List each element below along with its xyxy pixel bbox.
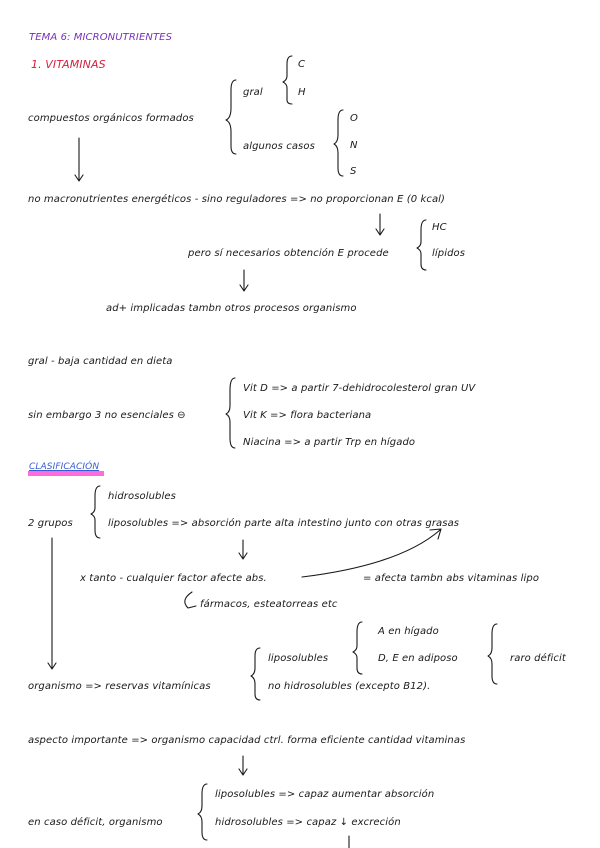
text-no-hidrosolubles: no hidrosolubles (excepto B12).: [268, 681, 431, 692]
text-liposolubles-abs: liposolubles => absorción parte alta intestino junto con otras grasas: [108, 518, 460, 529]
text-gral-baja: gral - baja cantidad en dieta: [28, 356, 173, 367]
brace-8: [488, 624, 497, 684]
text-hidrosolubles: hidrosolubles: [108, 491, 176, 502]
text-o: O: [350, 113, 358, 124]
text-raro-deficit: raro déficit: [510, 653, 566, 664]
text-hc: HC: [432, 222, 447, 233]
text-h: H: [298, 87, 306, 98]
brace-2: [283, 56, 292, 104]
text-en-caso: en caso déficit, organismo: [28, 817, 163, 828]
text-pero: pero sí necesarios obtención E procede: [188, 248, 389, 259]
brace-7: [353, 622, 362, 674]
arrow-down-6: [239, 756, 247, 775]
arrow-down-3: [240, 270, 248, 291]
text-2-grupos: 2 grupos: [28, 518, 73, 529]
brace-6: [91, 486, 100, 538]
text-aspecto: aspecto importante => organismo capacidad ctrl. forma eficiente cantidad vitaminas: [28, 735, 466, 746]
brace-1: [226, 80, 236, 154]
text-liposolubles-3: liposolubles => capaz aumentar absorción: [215, 789, 435, 800]
text-vitd: Vit D => a partir 7-dehidrocolesterol gran UV: [243, 383, 476, 394]
page-title: TEMA 6: MICRONUTRIENTES: [29, 32, 173, 43]
text-niacina: Niacina => a partir Trp en hígado: [243, 437, 416, 448]
text-c: C: [298, 59, 306, 70]
arrow-down-5: [48, 538, 56, 669]
text-ademas: ad+ implicadas tambn otros procesos organismo: [106, 303, 357, 314]
arrow-down-1: [75, 138, 83, 181]
text-a-higado: A en hígado: [378, 626, 439, 637]
text-gral: gral: [243, 87, 263, 98]
brace-3: [334, 110, 343, 176]
text-hidrosolubles-3: hidrosolubles => capaz ↓ excreción: [215, 817, 401, 828]
text-n: N: [350, 140, 358, 151]
brace-10: [198, 784, 207, 840]
brace-9: [251, 648, 260, 700]
text-de-adiposo: D, E en adiposo: [378, 653, 458, 664]
text-compuestos: compuestos orgánicos formados: [28, 113, 194, 124]
arrow-down-4: [239, 540, 247, 559]
arrow-hook: [185, 592, 196, 608]
arrow-down-2: [376, 214, 384, 235]
text-liposolubles-2: liposolubles: [268, 653, 329, 664]
text-vitk: Vit K => flora bacteriana: [243, 410, 372, 421]
text-afecta: = afecta tambn abs vitaminas lipo: [363, 573, 540, 584]
text-sin-embargo: sin embargo 3 no esenciales ⊖: [28, 410, 186, 421]
text-no-macronutrientes: no macronutrientes energéticos - sino reguladores => no proporcionan E (0 kcal): [28, 194, 446, 205]
text-s: S: [350, 166, 357, 177]
brace-5: [226, 378, 235, 448]
section-heading-clasificacion: CLASIFICACIÓN: [29, 462, 100, 472]
brace-4: [417, 220, 426, 270]
text-organismo-reservas: organismo => reservas vitamínicas: [28, 681, 211, 692]
text-algunos-casos: algunos casos: [243, 141, 315, 152]
text-x-tanto: x tanto - cualquier factor afecte abs.: [80, 573, 267, 584]
section-heading-vitaminas: 1. VITAMINAS: [31, 58, 106, 71]
arrow-curve: [302, 529, 441, 577]
text-farmacos: fármacos, esteatorreas etc: [200, 599, 338, 610]
text-lipidos: lípidos: [432, 248, 466, 259]
